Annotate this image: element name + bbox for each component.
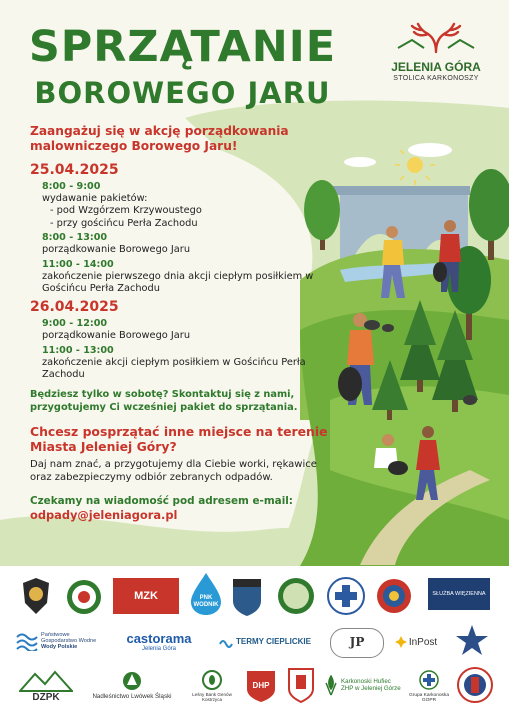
dzpk-label: DZPK (32, 691, 60, 703)
slot-location: - przy gościńcu Perła Zachodu (50, 217, 198, 229)
round-emblem-icon (457, 667, 493, 703)
zhp-hufiec-label: Karkonoski Hufiec ZHP w Jeleniej Górze (341, 678, 401, 692)
nadlesnictwo-logo (82, 666, 182, 706)
sluzba-wiezienna-label: SŁUŻBA WIĘZIENNA (432, 590, 486, 597)
schedule-slot (30, 318, 330, 342)
round-emblem-icon (66, 579, 102, 615)
schedule-slot (30, 232, 330, 256)
wody-polskie-label (41, 632, 96, 650)
sponsors-strip (0, 566, 509, 720)
slot-description: porządkowanie Borowego Jaru (42, 244, 191, 256)
gopr-cross-icon (419, 669, 439, 691)
gopr-logo (406, 666, 452, 706)
slot-time: 8:00 - 13:00 (42, 232, 108, 244)
slot-time: 11:00 - 14:00 (42, 258, 114, 270)
day-block (30, 162, 330, 295)
poster-title-line2: BOROWEGO JARU (34, 76, 331, 110)
schedule-slot (30, 259, 330, 296)
bank-genow-logo (186, 666, 238, 706)
schedule-slot (30, 345, 330, 382)
termy-label: TERMY CIEPLICKIE (236, 636, 311, 646)
sponsor-cross-logo (326, 576, 366, 616)
jp-label: JP (349, 635, 365, 650)
bank-genow-label: Leśny Bank Genów Kostrzyca (192, 691, 232, 702)
water-waves-icon (16, 631, 38, 651)
slot-time: 9:00 - 12:00 (42, 318, 108, 330)
event-details (30, 124, 330, 523)
mzk-label: MZK (134, 589, 158, 602)
day-block (30, 299, 330, 381)
police-logo (20, 576, 52, 616)
dzpk-logo (18, 666, 74, 706)
sponsor-round-logo (65, 578, 103, 616)
wody-polskie-line: Państwowe (41, 631, 70, 638)
wody-polskie-logo (16, 628, 108, 654)
event-date: 25.04.2025 (30, 162, 119, 178)
city-logo (384, 22, 488, 102)
city-logo-name: JELENIA GÓRA (391, 60, 481, 74)
termy-logo (210, 632, 320, 652)
slot-time: 8:00 - 9:00 (42, 181, 101, 192)
castorama-label: castorama (126, 630, 192, 646)
police-badge-icon (21, 577, 51, 615)
slot-description: porządkowanie Borowego Jaru (42, 330, 191, 342)
slot-description: wydawanie pakietów: (42, 193, 148, 204)
wody-polskie-line: Wody Polskie (41, 644, 78, 651)
sponsor-green-round-logo (276, 576, 316, 616)
inpost-logo (390, 630, 442, 654)
police-star-logo (452, 624, 492, 658)
intro-text: Zaangażuj się w akcję porządkowania malowniczego Borowego Jaru! (30, 124, 289, 153)
wave-icon (219, 636, 233, 648)
schedule-slot (30, 181, 330, 230)
slot-description: zakończenie pierwszego dnia akcji ciepłym posiłkiem w Gościńcu Perła Zachodu (42, 270, 314, 295)
cloud (344, 157, 376, 167)
other-place-question: Chcesz posprzątać inne miejsce na terenie Miasta Jeleniej Góry? (30, 423, 328, 454)
inpost-label: InPost (408, 636, 438, 648)
slot-description: zakończenie akcji ciepłym posiłkiem w Gościńcu Perła Zachodu (42, 356, 306, 381)
pnk-wodnik-label: PNK WODNIK (193, 595, 219, 608)
slot-time: 11:00 - 13:00 (42, 344, 114, 356)
sponsor-coat-of-arms-logo (286, 666, 316, 704)
mountains-icon (19, 670, 73, 692)
water-drop-icon (189, 572, 223, 616)
fire-service-logo (374, 574, 414, 618)
dhp-label: DHP (252, 680, 270, 690)
pnk-wodnik-logo (188, 572, 224, 618)
sponsor-round-red-logo (456, 666, 494, 704)
lily-icon (324, 675, 338, 697)
zhp-hufiec-logo (324, 668, 404, 704)
contact-label: Czekamy na wiadomość pod adresem e-mail: (30, 494, 293, 507)
event-date: 26.04.2025 (30, 299, 119, 316)
gopr-label: Grupa Karkonoska GOPR (409, 692, 449, 703)
cloud (408, 143, 452, 157)
sluzba-wiezienna-logo (428, 578, 490, 610)
forest-emblem-icon (122, 671, 142, 691)
nadlesnictwo-label: Nadleśnictwo Lwówek Śląski (92, 693, 172, 701)
round-emblem-icon (277, 577, 315, 615)
other-place-text: Daj nam znać, a przygotujemy dla Ciebie worki, rękawice oraz zabezpieczymy odbiór zebranych odpadów. (30, 458, 317, 483)
sun-icon (407, 157, 423, 173)
wody-polskie-line: Gospodarstwo Wodne (41, 637, 97, 644)
mzk-logo (113, 578, 179, 614)
shield-icon (231, 575, 263, 617)
slot-location: - pod Wzgórzem Krzywoustego (50, 205, 202, 217)
city-logo-subtitle: STOLICA KARKONOSZY (393, 75, 479, 82)
castorama-logo (116, 628, 202, 656)
poster-title-line1: SPRZĄTANIE (28, 22, 337, 72)
dhp-logo (244, 668, 278, 704)
castorama-city: Jelenia Góra (141, 645, 177, 652)
coat-of-arms-icon (287, 667, 315, 703)
seed-emblem-icon (202, 670, 222, 690)
inpost-icon (395, 636, 407, 648)
sponsor-shield-logo (230, 574, 264, 618)
contact-email-link[interactable]: odpady@jeleniagora.pl (30, 507, 178, 522)
fire-service-icon (375, 575, 413, 617)
jp-logo (330, 628, 384, 658)
medical-cross-icon (327, 577, 365, 615)
deer-antlers-icon (394, 22, 478, 54)
star-badge-icon (455, 624, 489, 658)
saturday-note: Będziesz tylko w sobotę? Skontaktuj się z nami, przygotujemy Ci wcześniej pakiet do sprzątania. (30, 388, 298, 413)
